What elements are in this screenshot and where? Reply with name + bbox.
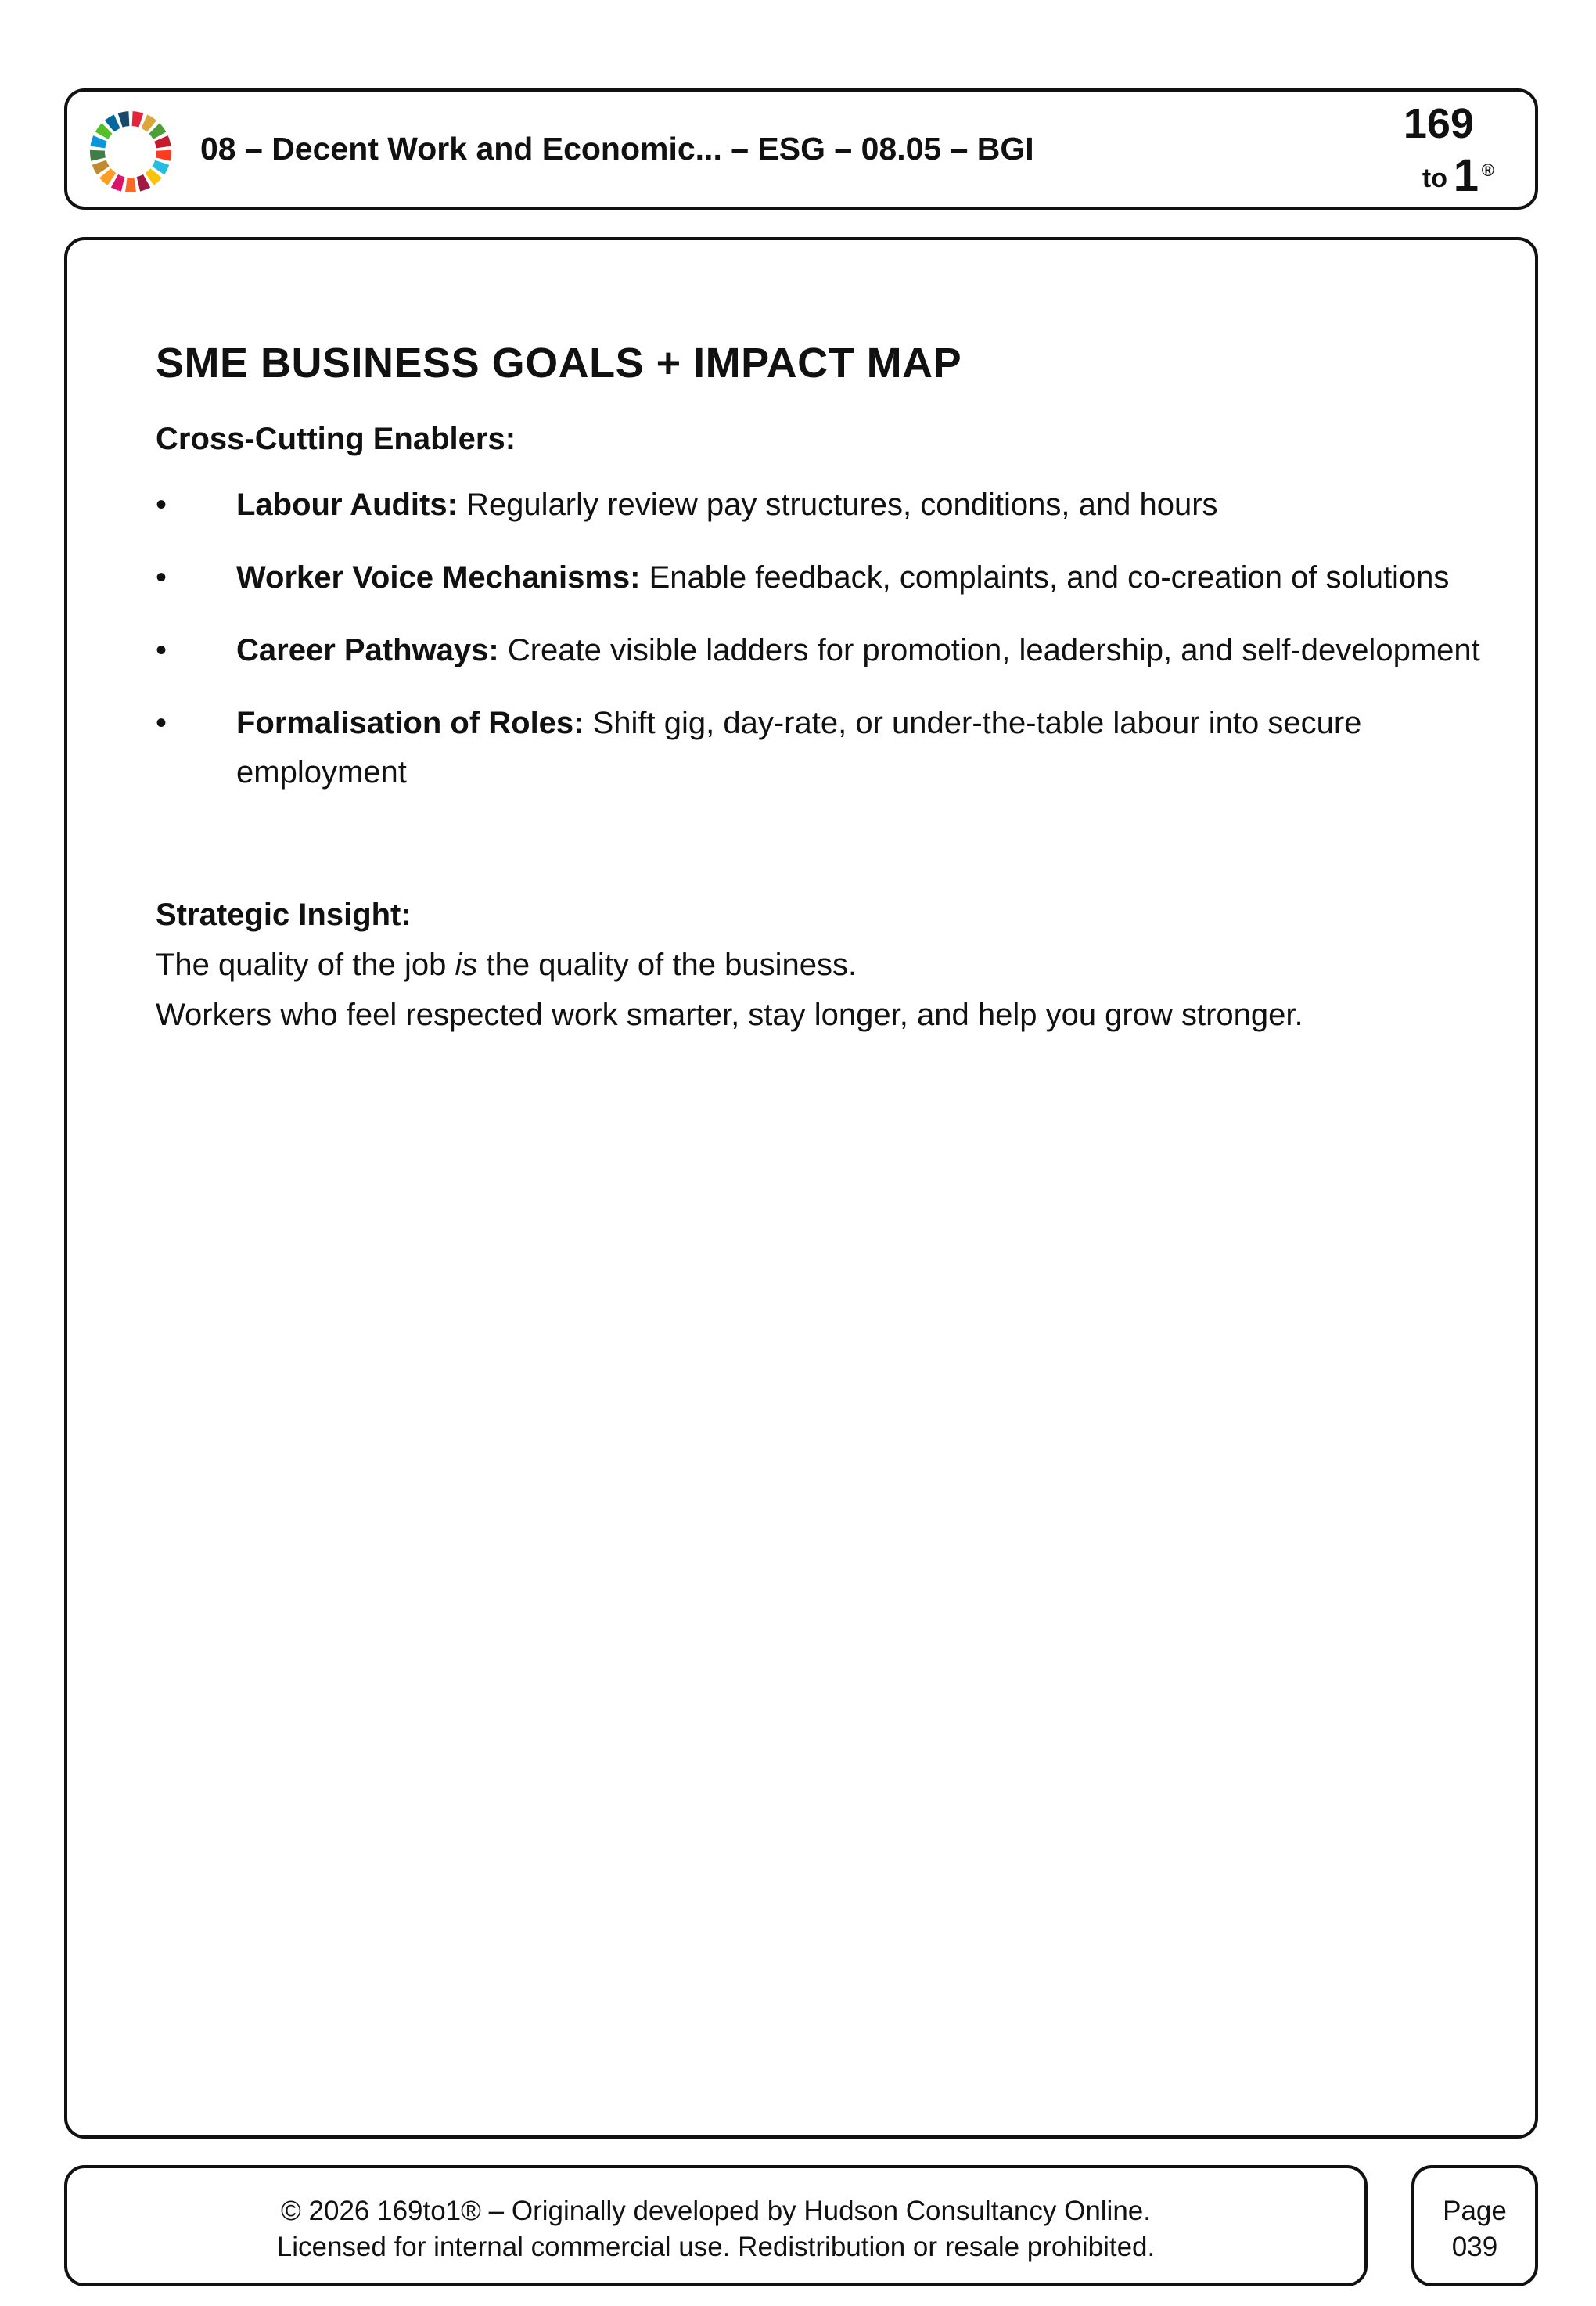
enabler-item — [156, 553, 1486, 603]
brand-number: 169 — [1403, 100, 1474, 147]
enablers-list — [156, 480, 1486, 797]
insight-line-1 — [156, 940, 1486, 990]
enabler-item — [156, 699, 1486, 797]
enabler-text: Enable feedback, complaints, and co-creation of solutions — [640, 560, 1450, 595]
page-number: 039 — [1451, 2232, 1498, 2262]
page-indicator — [1414, 2193, 1535, 2265]
enabler-text: Regularly review pay structures, conditions, and hours — [457, 487, 1218, 522]
strategic-insight — [156, 890, 1486, 1040]
brand-one: 1 — [1453, 150, 1479, 201]
insight-line-1-end: the quality of the business. — [477, 948, 857, 982]
insight-line-2: Workers who feel respected work smarter, stay longer, and help you grow stronger. — [156, 998, 1303, 1032]
insight-emphasis: is — [455, 948, 478, 982]
license-line: Licensed for internal commercial use. Redistribution or resale prohibited. — [276, 2232, 1156, 2262]
enabler-label: Labour Audits: — [236, 487, 458, 522]
enabler-label: Worker Voice Mechanisms: — [236, 560, 641, 595]
brand-logo — [1396, 99, 1505, 201]
page-number-box — [1411, 2165, 1538, 2286]
copyright-line: © 2026 169to1® – Originally developed by Hudson Consultancy Online. — [281, 2196, 1151, 2226]
sdg-wheel-segment — [154, 135, 171, 148]
sdg-wheel-logo — [88, 110, 173, 194]
header-bar — [64, 88, 1538, 210]
bullet-icon: • — [156, 487, 167, 522]
bullet-icon: • — [156, 706, 167, 740]
content-body — [156, 339, 1486, 1040]
enabler-item — [156, 480, 1486, 530]
bullet-icon: • — [156, 633, 167, 667]
insight-line-1-start: The quality of the job — [156, 948, 455, 982]
sdg-wheel-segment — [118, 111, 130, 128]
brand-to: to — [1422, 164, 1447, 193]
sdg-wheel-segment — [132, 111, 144, 128]
section-title: SME BUSINESS GOALS + IMPACT MAP — [156, 340, 962, 387]
brand-registered-mark: ® — [1481, 160, 1494, 180]
header-title: 08 – Decent Work and Economic... – ESG – 08.05 – BGI — [200, 131, 1034, 167]
sdg-wheel-segment — [156, 150, 171, 161]
sdg-wheel-segment — [91, 135, 107, 148]
bullet-icon: • — [156, 560, 167, 595]
enabler-label: Formalisation of Roles: — [236, 706, 584, 740]
sdg-wheel-segment — [125, 178, 136, 192]
insight-heading: Strategic Insight: — [156, 898, 412, 932]
enabler-text: Create visible ladders for promotion, leadership, and self-development — [498, 633, 1480, 667]
enabler-label: Career Pathways: — [236, 633, 499, 667]
enabler-text: Shift gig, day-rate, or under-the-table labour into secure employment — [236, 706, 1362, 790]
enabler-item — [156, 626, 1486, 675]
enablers-heading: Cross-Cutting Enablers: — [156, 422, 516, 456]
footer-text — [67, 2193, 1364, 2265]
page-label: Page — [1443, 2196, 1507, 2226]
sdg-wheel-segment — [90, 150, 106, 161]
content-panel — [64, 237, 1538, 2139]
footer-license-box — [64, 2165, 1368, 2286]
